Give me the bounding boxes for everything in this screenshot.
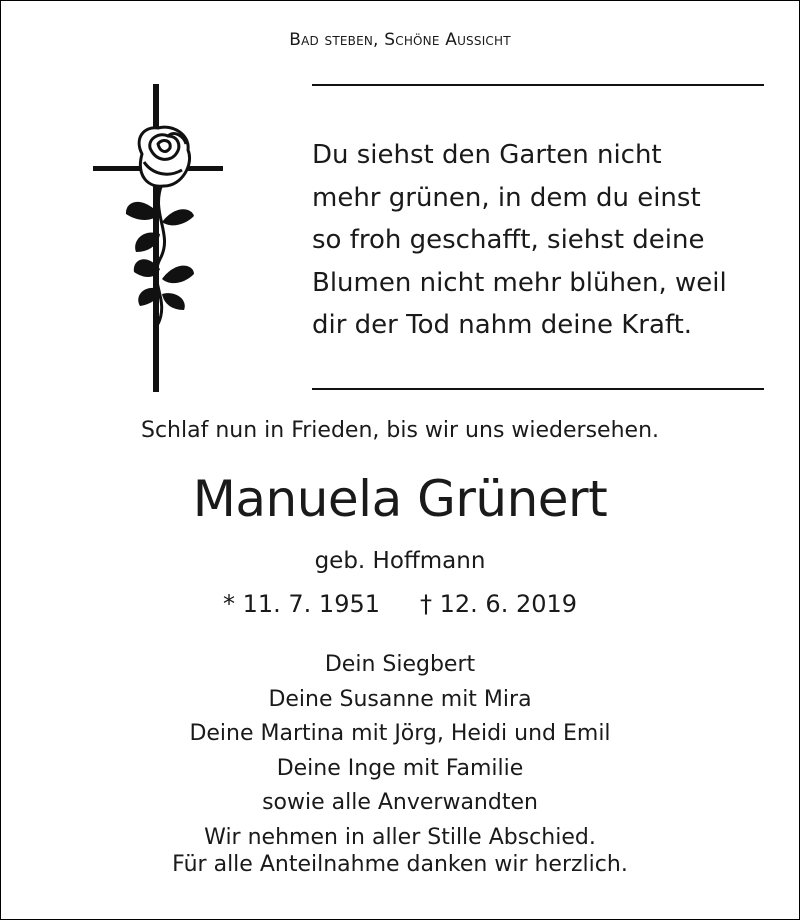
mourner-line: Deine Martina mit Jörg, Heidi und Emil — [189, 721, 611, 746]
poem-line: mehr grünen, in dem du einst — [312, 182, 701, 213]
poem-line: Du siehst den Garten nicht — [312, 140, 662, 170]
farewell-line: Schlaf nun in Frieden, bis wir uns wiedersehen. — [141, 418, 659, 443]
cross-with-rose-icon — [90, 84, 226, 394]
location-header: Bad steben, Schöne Aussicht — [289, 30, 511, 50]
memorial-poem — [312, 134, 772, 347]
life-dates — [0, 590, 800, 618]
death-date: † 12. 6. 2019 — [420, 590, 578, 618]
poem-line: Blumen nicht mehr blühen, weil — [312, 267, 727, 298]
deceased-name: Manuela Grünert — [192, 470, 608, 528]
poem-line: so froh geschafft, siehst deine — [312, 225, 705, 255]
top-divider — [312, 84, 764, 86]
bottom-divider — [312, 388, 764, 390]
mourner-line: Deine Inge mit Familie — [276, 755, 524, 781]
maiden-name: geb. Hoffmann — [314, 548, 486, 574]
mourner-line: Wir nehmen in aller Stille Abschied. — [204, 824, 596, 850]
thanks-line: Für alle Anteilnahme danken wir herzlich. — [172, 852, 628, 877]
poem-line: dir der Tod nahm deine Kraft. — [312, 310, 693, 340]
mourners-list — [0, 648, 800, 855]
mourner-line: Deine Susanne mit Mira — [268, 686, 532, 712]
mourner-line: Dein Siegbert — [324, 652, 476, 677]
mourner-line: sowie alle Anverwandten — [262, 790, 538, 815]
birth-date: * 11. 7. 1951 — [222, 590, 380, 618]
